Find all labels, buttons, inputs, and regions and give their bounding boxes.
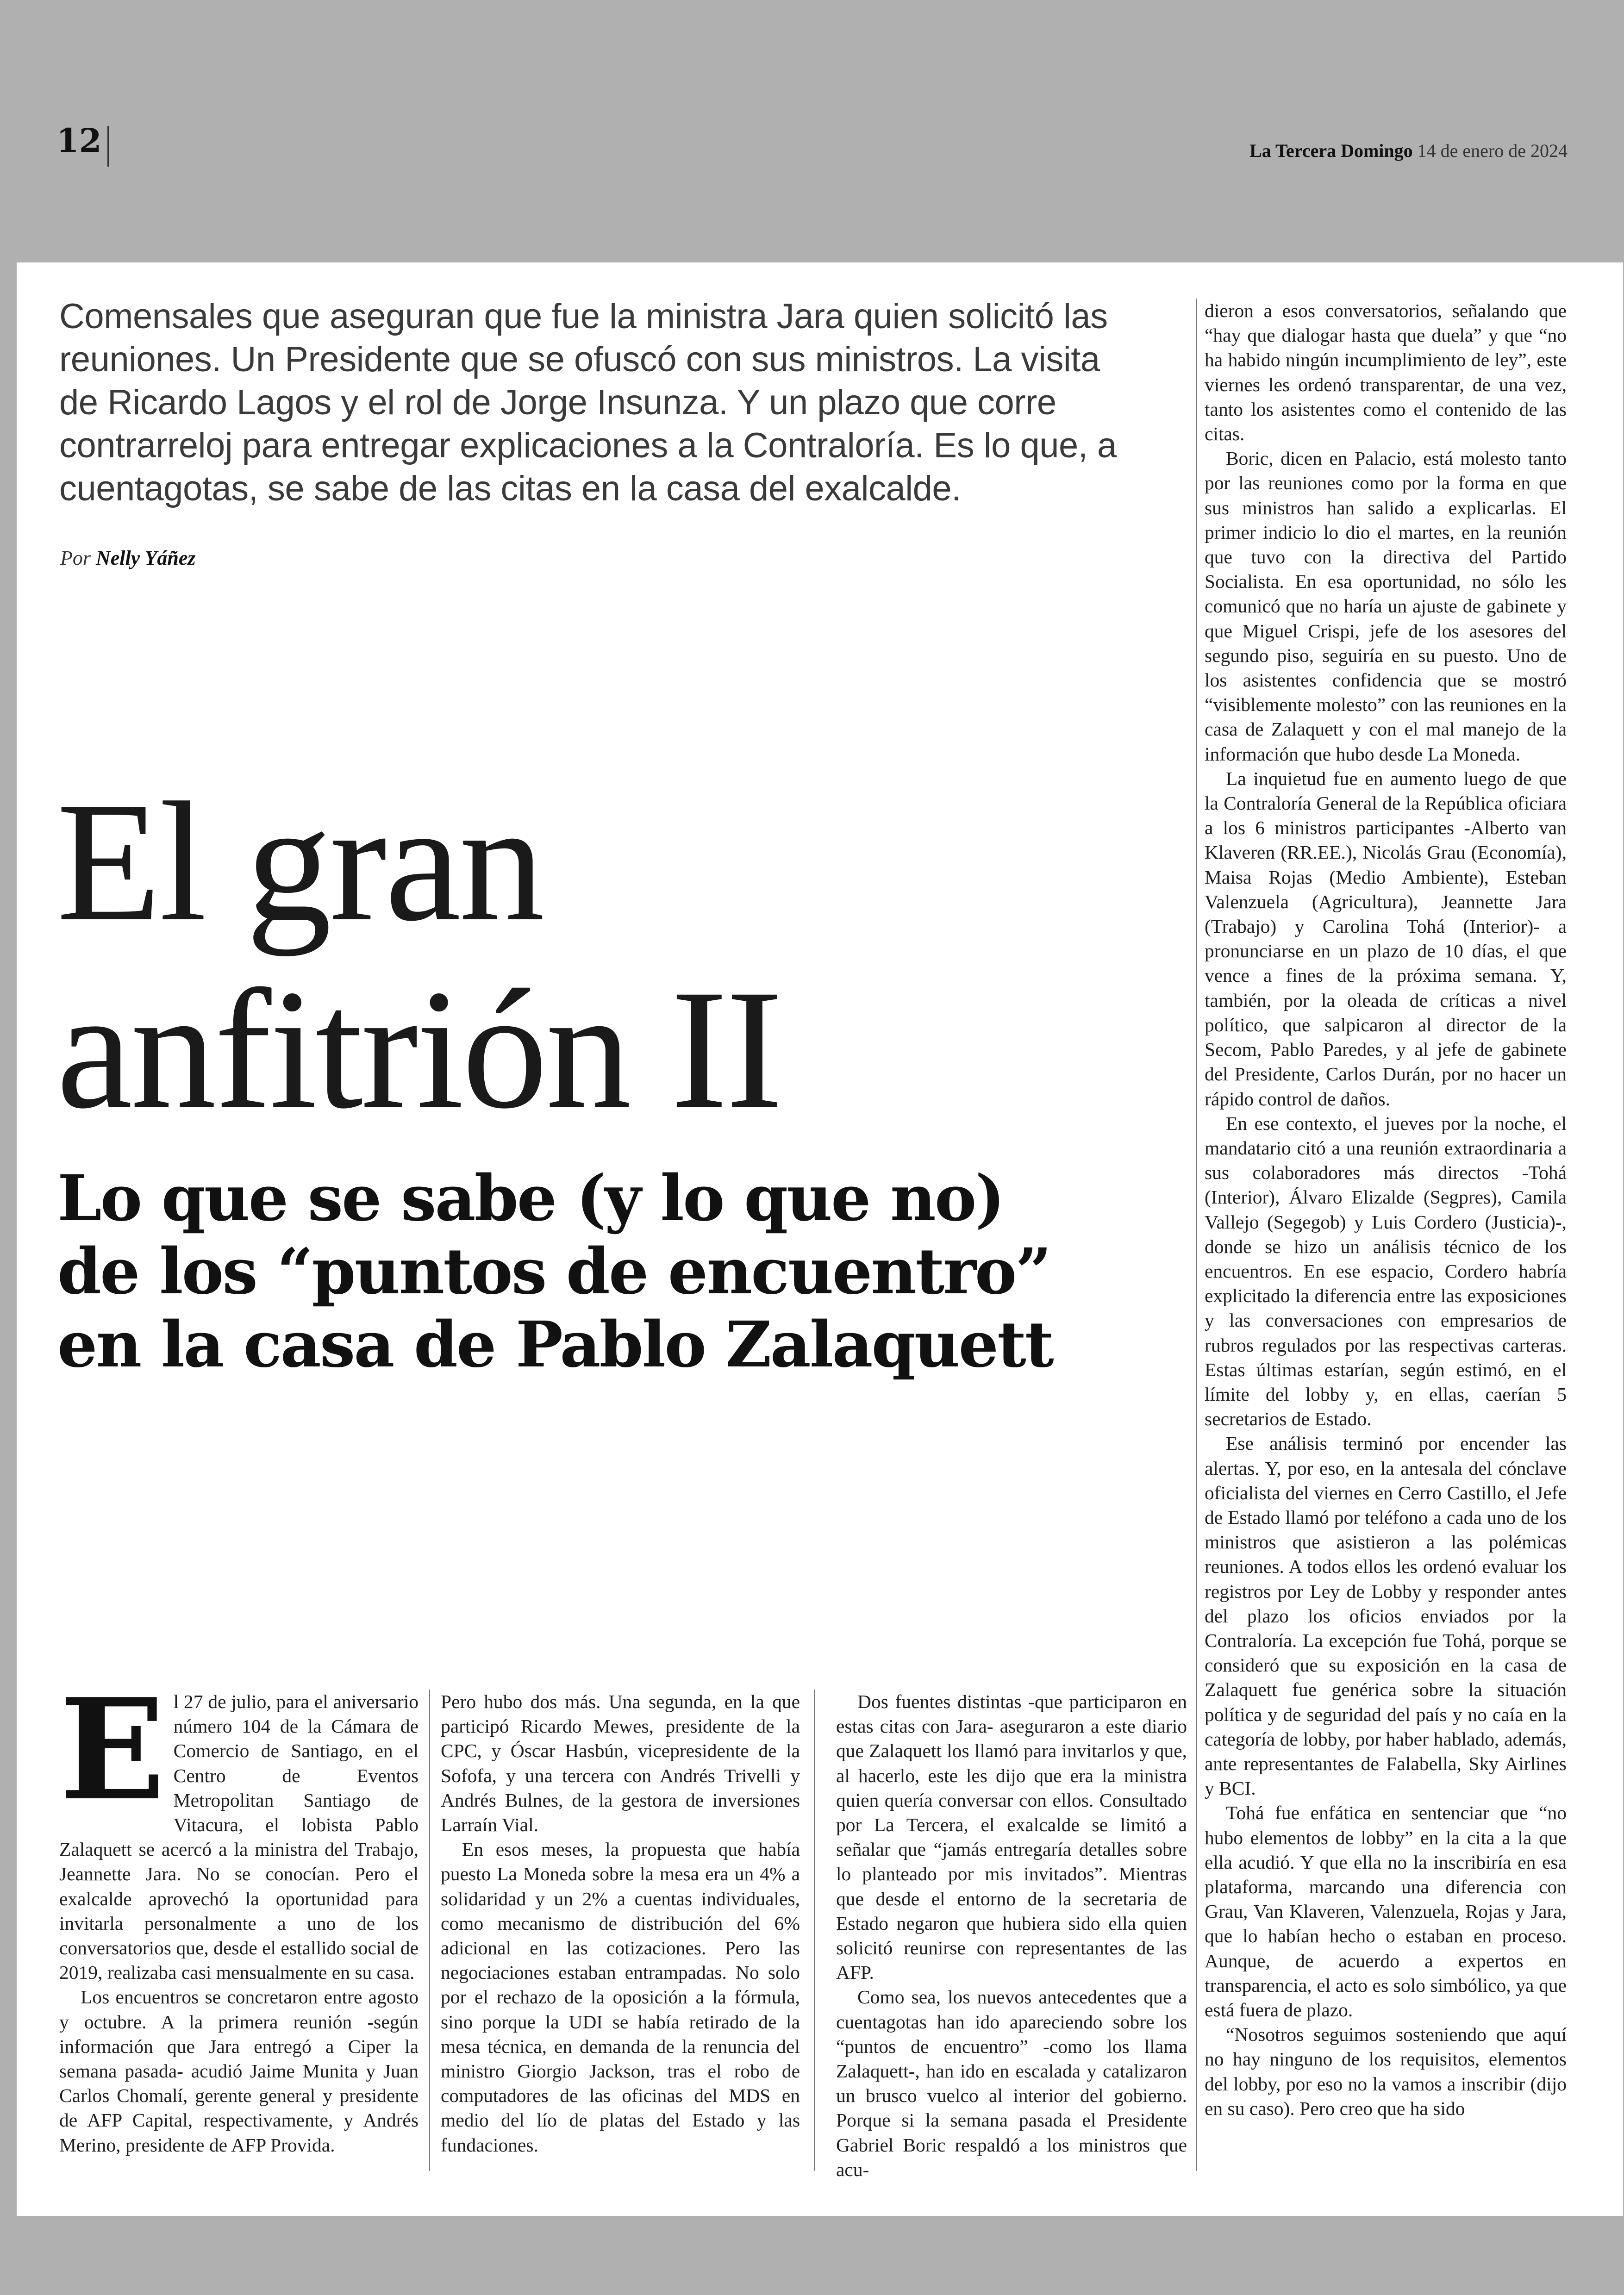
masthead (1249, 140, 1568, 162)
paragraph: En esos meses, la propuesta que había puesto La Moneda sobre la mesa era un 4% a solidaridad y un 2% a cuentas individuales, como mecanismo de distribución del 6% adicional en las cotizaciones. Pero las negociaciones estaban entrampadas. No solo por el rechazo de la oposición a la fórmula, sino porque la UDI se había retirado de la mesa técnica, en demanda de la renuncia del ministro Giorgio Jackson, tras el robo de computadores de las oficinas del MDS en medio del lío de platas del Estado y las fundaciones. (441, 1839, 800, 2156)
header-band (0, 0, 1624, 262)
paragraph (59, 1668, 418, 1985)
column-divider (814, 1690, 815, 2171)
paragraph: dieron a esos conversatorios, señalando que “hay que dialogar hasta que duela” y que “no ha habido ningún incumplimiento de ley”, este viernes les ordenó transparentar, de una vez, tanto los asistentes como el contenido de las citas. (1205, 300, 1567, 445)
headline-line-2: anfitrión II (56, 954, 781, 1144)
paragraph: Como sea, los nuevos antecedentes que a cuentagotas han ido apareciendo sobre los “puntos de encuentro” -como los llama Zalaquett-, han ido en escalada y catalizaron un brusco vuelco al interior del gobierno. Porque si la semana pasada el Presidente Gabriel Boric respaldó a los ministros que acu- (836, 1986, 1187, 2180)
body-column-2 (441, 1690, 800, 2158)
subheadline (57, 1162, 1168, 1381)
drop-cap: E (59, 1668, 165, 1831)
headline-line-1: El gran (56, 767, 543, 957)
body-column-3 (836, 1690, 1187, 2182)
column-divider (1196, 299, 1197, 2171)
paragraph: Tohá fue enfática en sentenciar que “no hubo elementos de lobby” en la cita a la que ella acudió. Y que ella no la inscribiría en esa plataforma, marcando una diferencia con Grau, Van Klaveren, Valenzuela, Rojas y Jara, que lo habían hecho o estaban en proceso. Aunque, de acuerdo a expertos en transparencia, el acto es solo simbólico, ya que está fuera de plazo. (1205, 1802, 1567, 2021)
page-number: 12 (56, 121, 102, 160)
paragraph: “Nosotros seguimos sosteniendo que aquí no hay ninguno de los requisitos, elementos del lobby, por eso no la vamos a inscribir (dijo en su caso). Pero creo que ha sido (1205, 2024, 1567, 2119)
body-column-1 (59, 1668, 418, 2158)
paragraph: Dos fuentes distintas -que participaron en estas citas con Jara- aseguraron a este diario que Zalaquett los llamó para invitarlos y que, al hacerlo, este les dijo que era la ministra quien quería conversar con ellos. Consultado por La Tercera, el exalcalde se limitó a señalar que “jamás entregaría detalles sobre lo planteado por mis invitados”. Mientras que desde el entorno de la secretaria de Estado negaron que hubiera sido ella quien solicitó reunirse con representantes de las AFP. (836, 1691, 1187, 1983)
byline-prefix: Por (60, 547, 91, 569)
paragraph: Boric, dicen en Palacio, está molesto tanto por las reuniones como por la forma en que sus ministros han salido a explicarlas. El primer indicio lo dio el martes, en la reunión que tuvo con la directiva del Partido Socialista. En esa oportunidad, no sólo les comunicó que no haría un ajuste de gabinete y que Miguel Crispi, jefe de los asesores del segundo piso, seguiría en su puesto. Uno de los asistentes confidencia que se mostró “visiblemente molesto” con las reuniones en la casa de Zalaquett y con el mal manejo de la información que hubo desde La Moneda. (1205, 448, 1567, 765)
footer-band (0, 2216, 1624, 2295)
paragraph: Pero hubo dos más. Una segunda, en la que participó Ricardo Mewes, presidente de la CPC, y Óscar Hasbún, vicepresidente de la Sofofa, y una tercera con Andrés Trivelli y Andrés Bulnes, de la gestora de inversiones Larraín Vial. (441, 1691, 800, 1836)
edition-date: 14 de enero de 2024 (1417, 140, 1568, 161)
paragraph: La inquietud fue en aumento luego de que la Contraloría General de la República oficiara a los 6 ministros participantes -Alberto van Klaveren (RR.EE.), Nicolás Grau (Economía), Maisa Rojas (Medio Ambiente), Esteban Valenzuela (Agricultura), Jeannette Jara (Trabajo) y Carolina Tohá (Interior)- a pronunciarse en un plazo de 10 días, el que vence a fines de la próxima semana. Y, también, por la oleada de críticas a nivel político, que salpicaron al director de la Secom, Pablo Paredes, y al jefe de gabinete del Presidente, Carlos Durán, por no hacer un rápido control de daños. (1205, 767, 1567, 1110)
byline (60, 546, 196, 570)
article-deck: Comensales que aseguran que fue la ministra Jara quien solicitó las reuniones. Un Presidente que se ofuscó con sus ministros. La visita de Ricardo Lagos y el rol de Jorge Insunza. Y un plazo que corre contrarreloj para entregar explicaciones a la Contraloría. Es lo que, a cuentagotas, se sabe de las citas en la casa del exalcalde. (59, 297, 1117, 508)
newspaper-name: La Tercera Domingo (1249, 140, 1413, 161)
paragraph: Los encuentros se concretaron entre agosto y octubre. A la primera reunión -según información que Jara entregó a Ciper la semana pasada- acudió Jaime Munita y Juan Carlos Chomalí, gerente general y presidente de AFP Capital, respectivamente, y Andrés Merino, presidente de AFP Provida. (59, 1986, 418, 2156)
subhead-line-1: Lo que se sabe (y lo que no) (57, 1161, 1004, 1235)
column-divider (429, 1690, 430, 2171)
headline (56, 768, 1168, 1143)
paragraph-text: l 27 de julio, para el aniversario número 104 de la Cámara de Comercio de Santiago, en el Centro de Eventos Metropolitan Santiago de Vitacura, el lobista Pablo Zalaquett se acercó a la ministra del Trabajo, Jeannette Jara. No se conocían. Pero el exalcalde aprovechó la oportunidad para invitarla personalmente a uno de los conversatorios que, desde el estallido social de 2019, realizaba casi mensualmente en su casa. (59, 1691, 418, 1983)
subhead-line-2: de los “puntos de encuentro” (57, 1235, 1050, 1309)
body-column-4 (1205, 299, 1567, 2121)
page-number-divider (107, 126, 109, 167)
paragraph: En ese contexto, el jueves por la noche, el mandatario citó a una reunión extraordinaria a sus colaboradores más directos -Tohá (Interior), Álvaro Elizalde (Segpres), Camila Vallejo (Segegob) y Luis Cordero (Justicia)-, donde se hizo un análisis técnico de los encuentros. En ese espacio, Cordero habría explicitado la diferencia entre las exposiciones y las conversaciones con empresarios de rubros regulados por las respectivas carteras. Estas últimas estarían, según estimó, en el límite del lobby y, en ellas, caerían 5 secretarios de Estado. (1205, 1112, 1567, 1430)
paragraph: Ese análisis terminó por encender las alertas. Y, por eso, en la antesala del cónclave oficialista del viernes en Cerro Castillo, el Jefe de Estado llamó por teléfono a cada uno de los ministros que asistieron a las polémicas reuniones. A todos ellos les ordenó evaluar los registros por Ley de Lobby y responder antes del plazo los oficios enviados por la Contraloría. La excepción fue Tohá, porque se consideró que su exposición en la casa de Zalaquett fue genérica sobre la situación política y de seguridad del país y no caía en la categoría de lobby, por haber hablado, además, ante representantes de Falabella, Sky Airlines y BCI. (1205, 1433, 1567, 1799)
byline-author: Nelly Yáñez (96, 547, 196, 569)
subhead-line-3: en la casa de Pablo Zalaquett (57, 1308, 1053, 1382)
